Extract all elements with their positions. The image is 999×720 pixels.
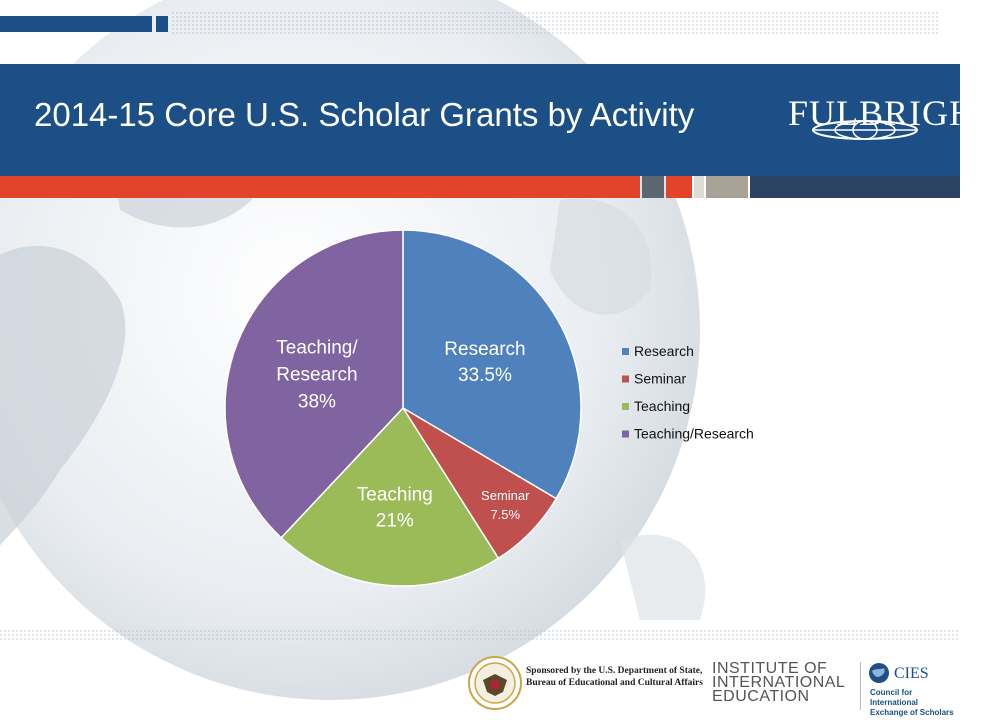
cies-name: CIES [894, 665, 929, 682]
cies-sub-line-2: Exchange of Scholars [870, 708, 954, 717]
pie-label-research: Research 33.5% [444, 338, 526, 386]
pie-label-seminar: Seminar 7.5% [481, 488, 530, 523]
sponsor-line-1: Sponsored by the U.S. Department of State, [526, 666, 703, 676]
footer-divider [860, 662, 861, 710]
legend-swatch-teaching [622, 403, 629, 410]
iie-line-3: EDUCATION [712, 688, 810, 705]
legend-label-teaching-research: Teaching/Research [634, 425, 754, 442]
iie-line-1: INSTITUTE OF [712, 660, 828, 677]
sponsor-line-2: Bureau of Educational and Cultural Affairs [526, 678, 703, 688]
footer-sponsors [460, 652, 960, 720]
legend-label-seminar: Seminar [634, 370, 687, 387]
iie-logo [712, 662, 862, 704]
legend-swatch-teaching-research [622, 431, 629, 438]
iie-line-2: INTERNATIONAL [712, 674, 846, 691]
fulbright-logo-text: FULBRIGHT [788, 93, 999, 133]
fulbright-globe-icon [810, 119, 920, 141]
legend-label-teaching: Teaching [634, 398, 691, 414]
state-department-seal-icon [468, 656, 522, 710]
fulbright-logo [788, 92, 999, 148]
legend-swatch-seminar [622, 376, 629, 383]
sponsor-text [526, 665, 716, 689]
cies-sub-line-1: Council for International [870, 688, 919, 707]
legend-label-research: Research [634, 343, 694, 359]
cies-globe-icon [868, 662, 890, 684]
cies-subtitle [870, 688, 960, 718]
pie-slices [225, 230, 581, 586]
slide-title: 2014-15 Core U.S. Scholar Grants by Activity [34, 96, 695, 133]
pie-label-teaching: Teaching 21% [356, 484, 433, 532]
chart-legend [622, 343, 754, 442]
legend-swatch-research [622, 348, 629, 355]
pie-label-teaching-research: Teaching/ Research 38% [276, 337, 358, 413]
